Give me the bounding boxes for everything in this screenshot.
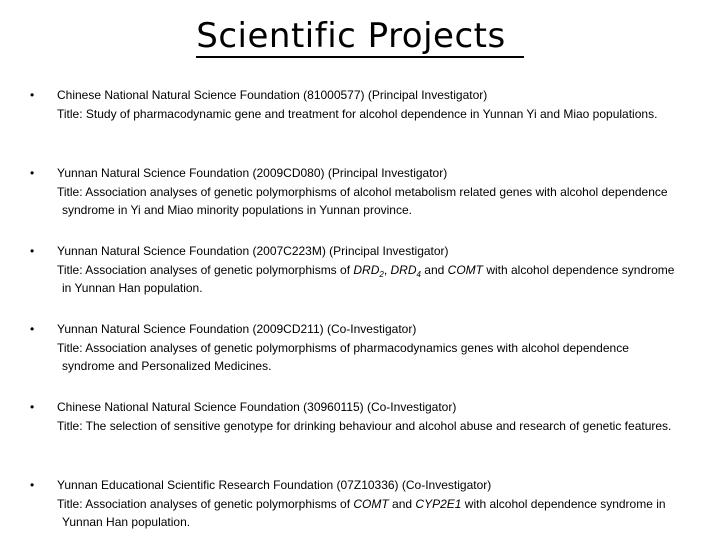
project-body [57,86,677,123]
project-title: Title: Association analyses of genetic polymorphisms of pharmacodynamics genes with alcohol dependence syndrome and Personalized Medicines. [57,340,629,373]
project-funder: Chinese National Natural Science Foundation (81000577) (Principal Investigator) [57,88,488,102]
separator: , [383,262,391,277]
project-funder: Yunnan Natural Science Foundation (2007C223M) (Principal Investigator) [57,244,449,258]
project-funder: Yunnan Natural Science Foundation (2009CD211) (Co-Investigator) [57,322,417,336]
project-title [57,261,677,298]
separator: and [420,262,448,277]
title-text: with alcohol dependence syndrome in Yunnan Han population. [62,262,675,295]
project-funder: Chinese National Natural Science Foundation (30960115) (Co-Investigator) [57,400,457,414]
bullet-icon: • [30,478,35,492]
project-title: Title: Association analyses of genetic polymorphisms of alcohol metabolism related genes with alcohol dependence syndrome in Yi and Miao minority populations in Yunnan province. [57,184,668,217]
gene-name: $DRD_2$ [353,262,384,279]
page-title [0,14,720,58]
project-body [57,320,677,376]
gene-name: COMT [353,496,389,511]
page-title-text: Scientific Projects [196,16,523,58]
title-text: Title: Association analyses of genetic polymorphisms of [57,262,354,277]
project-body [57,164,677,220]
project-title: Title: The selection of sensitive genotype for drinking behaviour and alcohol abuse and research of genetic features. [57,418,672,433]
gene-name: COMT [447,262,483,277]
title-text: Title: Association analyses of genetic polymorphisms of [57,496,354,511]
project-funder: Yunnan Educational Scientific Research Foundation (07Z10336) (Co-Investigator) [57,478,492,492]
bullet-icon: • [30,400,35,414]
title-text: with alcohol dependence syndrome in Yunnan Han population. [62,496,666,529]
gene-name: CYP2E1 [415,496,462,511]
gene-name: $DRD_4$ [390,262,421,279]
project-body [57,398,677,435]
separator: and [388,496,416,511]
bullet-icon: • [30,322,35,336]
bullet-icon: • [30,244,35,258]
project-title [57,495,677,532]
project-funder: Yunnan Natural Science Foundation (2009CD080) (Principal Investigator) [57,166,448,180]
bullet-icon: • [30,88,35,102]
bullet-icon: • [30,166,35,180]
project-body [57,242,677,298]
project-title: Title: Study of pharmacodynamic gene and treatment for alcohol dependence in Yunnan Yi and Miao populations. [57,106,658,121]
project-body [57,476,677,532]
